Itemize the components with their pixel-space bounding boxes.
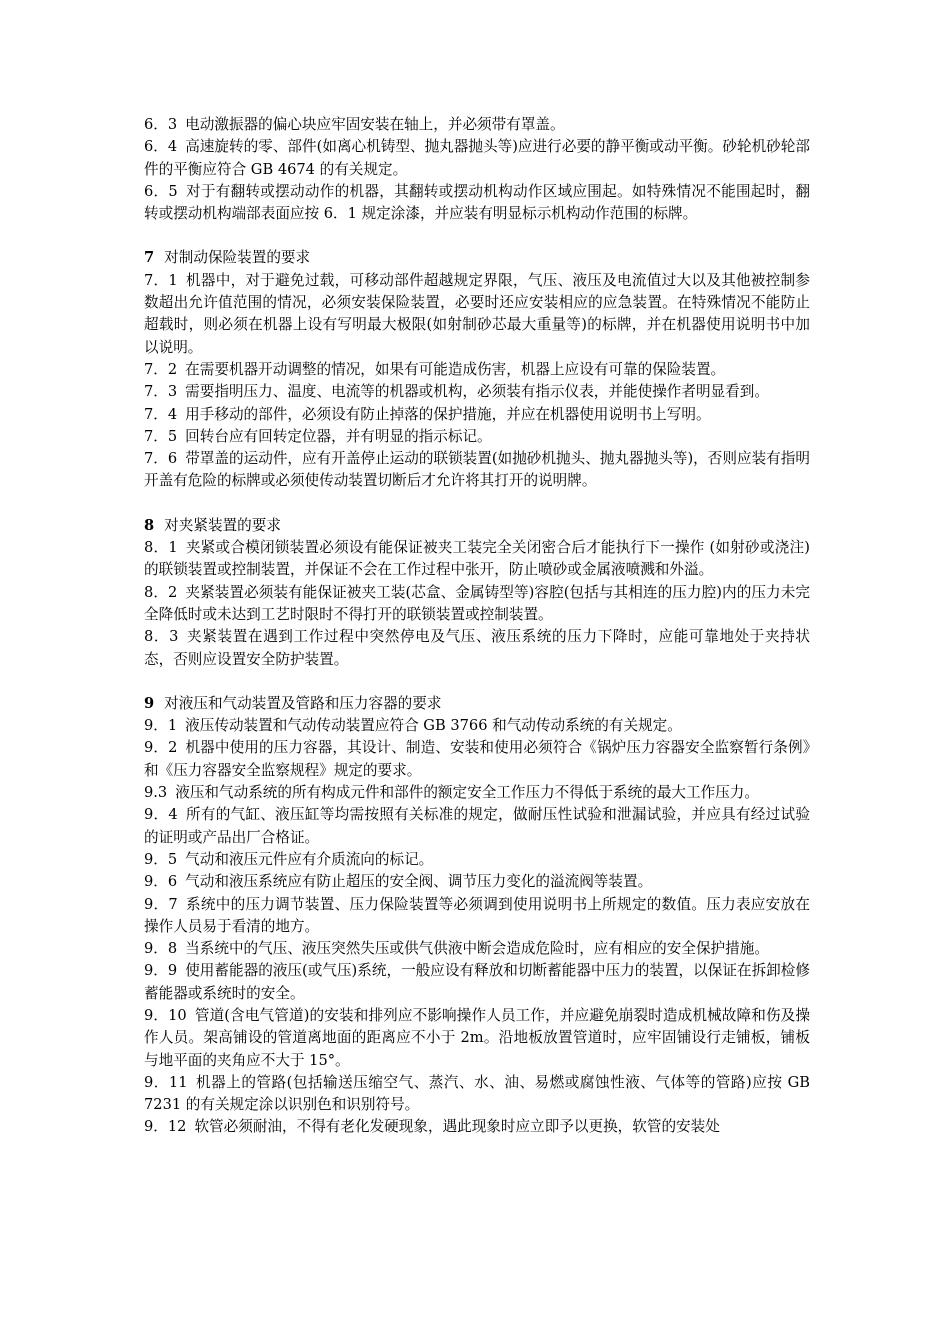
clause-text: 回转台应有回转定位器，并有明显的指示标记。 (185, 427, 492, 445)
clause-text: 机器中，对于避免过载，可移动部件超越规定界限，气压、液压及电流值过大以及其他被控制参数超出允许值范围的情况，必须安装保险装置，必要时还应安装相应的应急装置。在特殊情况不能防止超载时，则必须在机器上设有写明最大极限(如射制砂芯最大重量等)的标牌，并在机器使用说明书中加以说明。 (144, 271, 810, 356)
clause-text: 系统中的压力调节装置、压力保险装置等必须调到使用说明书上所规定的数值。压力表应安放在操作人员易于看清的地方。 (144, 895, 810, 935)
clause-text: 夹紧或合模闭锁装置必须设有能保证被夹工装完全关闭密合后才能执行下一操作 (如射砂或浇注)的联锁装置或控制装置，并保证不会在工作过程中张开，防止喷砂或金属液喷溅和外溢。 (144, 539, 810, 579)
section-heading-7 (144, 247, 810, 269)
clause-number: 6．4 (144, 138, 178, 156)
clause-6-5 (144, 181, 810, 226)
clause-number: 7．1 (144, 271, 178, 289)
clause-number: 9．8 (144, 940, 178, 958)
section-heading-8 (144, 515, 810, 537)
clause-7-5 (144, 426, 810, 448)
clause-number: 7．2 (144, 360, 178, 378)
clause-6-4 (144, 136, 810, 181)
clause-text: 液压传动装置和气动传动装置应符合 GB 3766 和气动传动系统的有关规定。 (185, 717, 682, 735)
clause-9-2 (144, 737, 810, 782)
clause-9-11 (144, 1072, 810, 1117)
clause-text: 使用蓄能器的液压(或气压)系统，一般应设有释放和切断蓄能器中压力的装置，以保证在拆卸检修蓄能器或系统时的安全。 (144, 962, 810, 1002)
clause-8-3 (144, 626, 810, 671)
clause-text: 液压和气动系统的所有构成元件和部件的额定安全工作压力不得低于系统的最大工作压力。 (175, 784, 759, 802)
clause-9-5 (144, 849, 810, 871)
section-title: 对液压和气动装置及管路和压力容器的要求 (164, 694, 442, 712)
clause-9-4 (144, 804, 810, 849)
clause-7-3 (144, 381, 810, 403)
clause-7-2 (144, 359, 810, 381)
clause-number: 9．5 (144, 850, 178, 868)
clause-7-1 (144, 270, 810, 359)
clause-9-7 (144, 894, 810, 939)
clause-9-9 (144, 960, 810, 1005)
clause-number: 7．5 (144, 427, 178, 445)
clause-number: 9．12 (144, 1118, 187, 1136)
clause-9-8 (144, 938, 810, 960)
clause-6-3 (144, 114, 810, 136)
clause-number: 8．1 (144, 539, 178, 557)
clause-number: 8．3 (144, 628, 179, 646)
clause-8-1 (144, 537, 810, 582)
clause-9-12 (144, 1116, 810, 1138)
clause-text: 气动和液压元件应有介质流向的标记。 (185, 850, 434, 868)
clause-number: 9．9 (144, 962, 178, 980)
clause-number: 9．6 (144, 873, 178, 891)
clause-text: 软管必须耐油，不得有老化发硬现象，遇此现象时应立即予以更换，软管的安装处 (194, 1118, 720, 1136)
clause-7-4 (144, 404, 810, 426)
clause-list-section-6 (144, 114, 810, 225)
clause-text: 用手移动的部件，必须设有防止掉落的保护措施，并应在机器使用说明书上写明。 (185, 405, 711, 423)
clause-number: 7．4 (144, 405, 178, 423)
clause-9-1 (144, 715, 810, 737)
clause-9-6 (144, 871, 810, 893)
clause-number: 9．10 (144, 1006, 187, 1024)
clause-text: 夹紧装置在遇到工作过程中突然停电及气压、液压系统的压力下降时，应能可靠地处于夹持状态，否则应设置安全防护装置。 (144, 628, 810, 668)
clause-number: 7．3 (144, 383, 178, 401)
clause-text: 夹紧装置必须装有能保证被夹工装(芯盒、金属铸型等)容腔(包括与其相连的压力腔)内的压力未完全降低时或未达到工艺时限时不得打开的联锁装置或控制装置。 (144, 583, 810, 623)
clause-text: 机器上的管路(包括输送压缩空气、蒸汽、水、油、易燃或腐蚀性液、气体等的管路)应按 GB 7231 的有关规定涂以识别色和识别符号。 (144, 1073, 810, 1114)
clause-number: 8．2 (144, 583, 178, 601)
clause-text: 电动激振器的偏心块应牢固安装在轴上，并必须带有罩盖。 (185, 116, 565, 133)
clause-9-10 (144, 1005, 810, 1072)
clause-text: 在需要机器开动调整的情况，如果有可能造成伤害，机器上应设有可靠的保险装置。 (185, 360, 726, 378)
clause-8-2 (144, 582, 810, 627)
section-number: 9 (144, 694, 155, 712)
clause-number: 9.3 (144, 784, 168, 802)
clause-number: 6．3 (144, 116, 178, 133)
section-number: 7 (144, 249, 155, 267)
clause-number: 7．6 (144, 450, 178, 468)
section-heading-9 (144, 693, 810, 715)
clause-number: 6．5 (144, 182, 178, 200)
clause-text: 需要指明压力、温度、电流等的机器或机构，必须装有指示仪表，并能使操作者明显看到。 (185, 383, 769, 401)
clause-text: 管道(含电气管道)的安装和排列应不影响操作人员工作，并应避免崩裂时造成机械故障和伤及操作人员。架高铺设的管道离地面的距离应不小于 2m。沿地板放置管道时，应牢固铺设行走铺板，铺板与地平面的夹角应不大于 15°。 (144, 1006, 810, 1069)
clause-number: 9．1 (144, 717, 178, 735)
clause-text: 机器中使用的压力容器，其设计、制造、安装和使用必须符合《锅炉压力容器安全监察暂行条例》和《压力容器安全监察规程》规定的要求。 (144, 739, 810, 779)
clause-number: 9．11 (144, 1073, 188, 1091)
clause-text: 对于有翻转或摆动动作的机器，其翻转或摆动机构动作区域应围起。如特殊情况不能围起时，翻转或摆动机构端部表面应按 6．1 规定涂漆，并应装有明显标示机构动作范围的标牌。 (144, 182, 810, 223)
clause-text: 当系统中的气压、液压突然失压或供气供液中断会造成危险时，应有相应的安全保护措施。 (185, 940, 769, 958)
clause-text: 高速旋转的零、部件(如离心机铸型、抛丸器抛头等)应进行必要的静平衡或动平衡。砂轮机砂轮部件的平衡应符合 GB 4674 的有关规定。 (144, 138, 810, 178)
clause-text: 所有的气缸、液压缸等均需按照有关标准的规定，做耐压性试验和泄漏试验，并应具有经过试验的证明或产品出厂合格证。 (144, 806, 810, 846)
section-title: 对制动保险装置的要求 (164, 249, 311, 267)
clause-text: 气动和液压系统应有防止超压的安全阀、调节压力变化的溢流阀等装置。 (185, 873, 653, 891)
clause-number: 9．7 (144, 895, 178, 913)
section-title: 对夹紧装置的要求 (164, 516, 281, 534)
clause-7-6 (144, 448, 810, 493)
clause-9-3 (144, 782, 810, 804)
clause-number: 9．2 (144, 739, 178, 757)
clause-text: 带罩盖的运动件，应有开盖停止运动的联锁装置(如抛砂机抛头、抛丸器抛头等)，否则应装有指明开盖有危险的标牌或必须使传动装置切断后才允许将其打开的说明牌。 (144, 450, 810, 490)
section-number: 8 (144, 516, 155, 534)
clause-number: 9．4 (144, 806, 178, 824)
document-body (144, 114, 810, 1139)
